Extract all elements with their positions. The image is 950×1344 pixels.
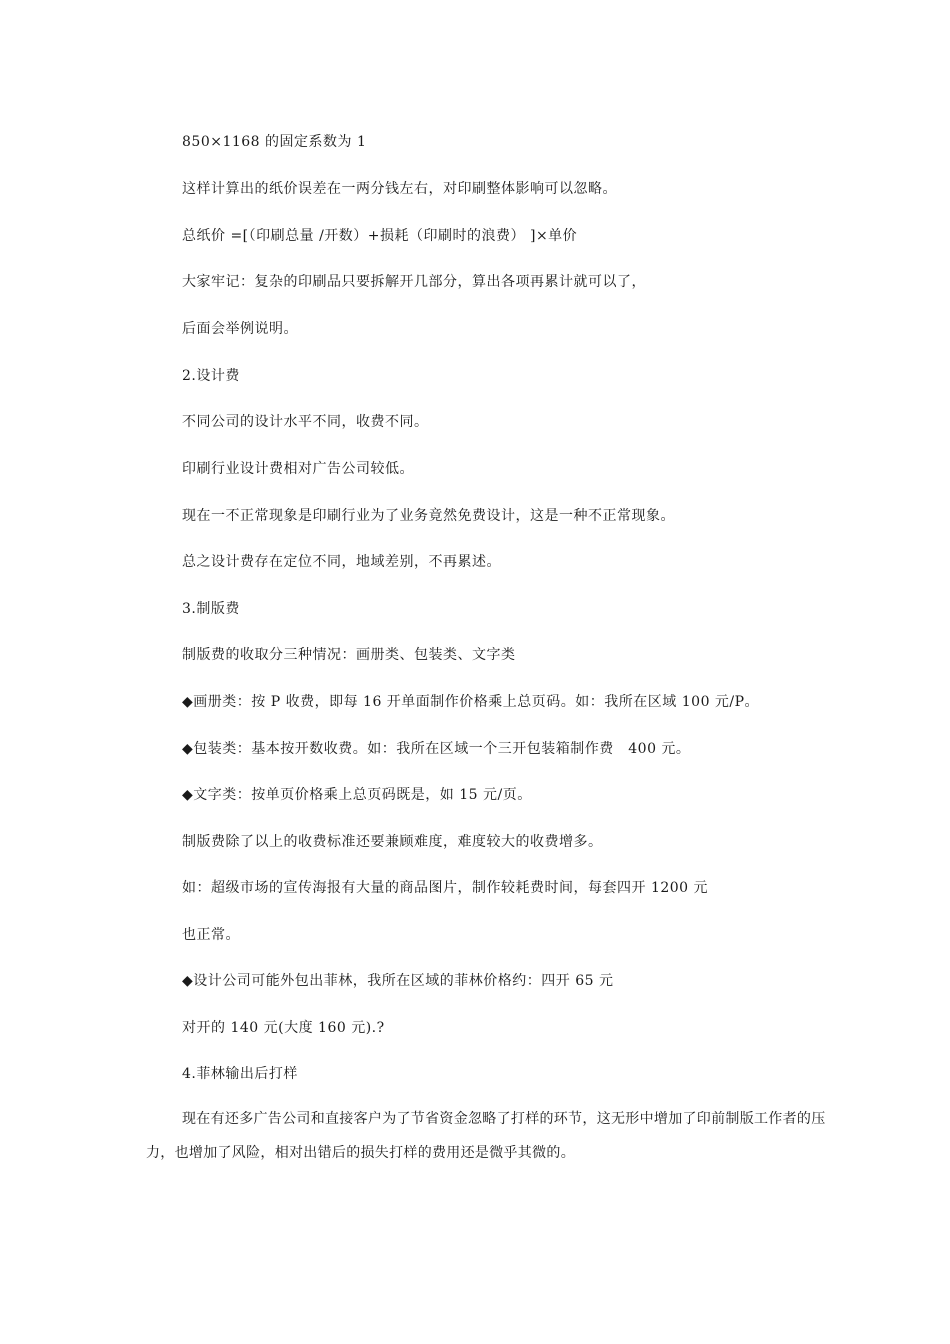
text-line: 后面会举例说明。 bbox=[182, 321, 298, 337]
bullet-item: ◆画册类：按 P 收费，即每 16 开单面制作价格乘上总页码。如：我所在区域 100 元/P。 bbox=[182, 694, 760, 710]
text-line: 对开的 140 元(大度 160 元).? bbox=[182, 1020, 385, 1036]
bullet-item: ◆包装类：基本按开数收费。如：我所在区域一个三开包装箱制作费 400 元。 bbox=[182, 741, 691, 757]
text-line: 现在一不正常现象是印刷行业为了业务竟然免费设计，这是一种不正常现象。 bbox=[182, 508, 675, 524]
text-line: 印刷行业设计费相对广告公司较低。 bbox=[182, 461, 414, 477]
text-line: 总之设计费存在定位不同，地域差别，不再累述。 bbox=[182, 554, 501, 570]
text-line: 制版费除了以上的收费标准还要兼顾难度，难度较大的收费增多。 bbox=[182, 834, 603, 850]
final-paragraph-text: 现在有还多广告公司和直接客户为了节省资金忽略了打样的环节，这无形中增加了印前制版工作者的压力，也增加了风险，相对出错后的损失打样的费用还是微乎其微的。 bbox=[146, 1111, 826, 1161]
text-line: 如：超级市场的宣传海报有大量的商品图片，制作较耗费时间，每套四开 1200 元 bbox=[182, 880, 709, 896]
text-line: 大家牢记：复杂的印刷品只要拆解开几部分，算出各项再累计就可以了， bbox=[182, 274, 646, 290]
final-paragraph bbox=[146, 1102, 826, 1170]
section-heading: 3.制版费 bbox=[182, 601, 240, 617]
section-heading: 2.设计费 bbox=[182, 368, 240, 384]
text-line: 制版费的收取分三种情况：画册类、包装类、文字类 bbox=[182, 647, 516, 663]
text-line: 也正常。 bbox=[182, 927, 240, 943]
text-line: 这样计算出的纸价误差在一两分钱左右，对印刷整体影响可以忽略。 bbox=[182, 181, 617, 197]
text-line: 850×1168 的固定系数为 1 bbox=[182, 134, 367, 150]
bullet-item: ◆文字类：按单页价格乘上总页码既是，如 15 元/页。 bbox=[182, 787, 532, 803]
bullet-item: ◆设计公司可能外包出菲林，我所在区域的菲林价格约：四开 65 元 bbox=[182, 973, 614, 989]
text-line: 总纸价 =[（印刷总量 /开数）+损耗（印刷时的浪费） ]×单价 bbox=[182, 228, 578, 244]
text-line: 不同公司的设计水平不同，收费不同。 bbox=[182, 414, 429, 430]
section-heading: 4.菲林输出后打样 bbox=[182, 1066, 298, 1082]
